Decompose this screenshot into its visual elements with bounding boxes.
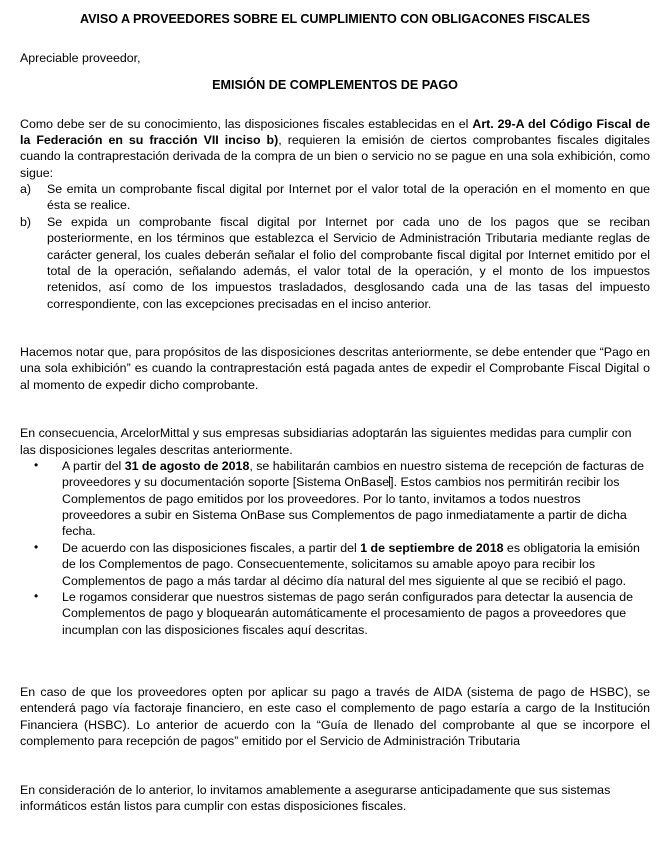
list-item [20,540,650,589]
lettered-requirements-list [20,181,650,312]
bullet-icon: • [34,457,39,472]
measure-text-part-1: Le rogamos considerar que nuestros sistemas de pago serán configurados para detectar la ausencia de Complementos de pago y bloquearán automáticamente el procesamiento de pagos a proveedores que incumplan con las disposiciones fiscales aquí descritas. [62,589,634,637]
measure-text-part-1: De acuerdo con las disposiciones fiscales, a partir del [62,540,361,555]
intro-paragraph [20,116,650,182]
list-item-text: Se emita un comprobante fiscal digital por Internet por el valor total de la operación en el momento en que ésta se realice. [47,182,650,213]
list-item [20,181,650,214]
list-item-marker: b) [20,214,32,229]
measure-text-part-2: es obligatoria la emisión de los Complementos de pago. Consecuentemente, solicitamos su amable apoyo para recibir los Complementos de pago a más tardar al décimo día natural del mes siguiente al que se recibió el pago. [62,540,640,588]
list-item-marker: a) [20,182,32,197]
closing-paragraph: En consideración de lo anterior, lo invitamos amablemente a asegurarse anticipadamente que sus sistemas informáticos están listos para cumplir con estas disposiciones fiscales. [20,782,611,813]
measure-date-bold: 1 de septiembre de 2018 [360,540,504,555]
measure-text-part-3: ]. Estos cambios nos permitirán recibir los Complementos de pago emitidos por los proveedores. Por lo tanto, invitamos a todos nuestros proveedores a subir en Sistema OnBase sus Complementos de pago inmediatamente a partir de dicha fecha. [62,475,627,539]
intro-legal-reference: Art. 29-A del Código Fiscal de la Federación en su fracción VII inciso b) [20,116,651,147]
document-body [20,0,650,814]
list-item-text: Se expida un comprobante fiscal digital por Internet por cada uno de los pagos que se reciban posteriormente, en los términos que establezca el Servicio de Administración Tributaria mediante reglas de carácter general, los cuales deberán señalar el folio del comprobante fiscal digital por Internet emitido por el total de la operación, señalando además, el valor total de la operación, y el monto de los impuestos retenidos, así como de los impuestos trasladados, desglosando cada una de las tasas del impuesto correspondiente, con las excepciones precisadas en el inciso anterior. [47,214,650,311]
bullet-icon: • [34,539,39,554]
intro-text-part-2: , requieren la emisión de ciertos comprobantes fiscales digitales cuando la contraprestación derivada de la compra de un bien o servicio no se pague en una sola exhibición, como sigue: [20,132,650,180]
measure-date-bold: 31 de agosto de 2018 [124,458,250,473]
measure-text-part-1: A partir del [62,458,125,473]
consequence-paragraph: En consecuencia, ArcelorMittal y sus empresas subsidiarias adoptarán las siguientes medidas para cumplir con las disposiciones legales descritas anteriormente. [20,426,632,457]
bullet-icon: • [34,588,39,603]
greeting-line: Apreciable proveedor, [20,51,141,66]
page-title: AVISO A PROVEEDORES SOBRE EL CUMPLIMIENTO CON OBLIGACONES FISCALES [79,12,591,26]
measures-bullet-list [20,458,650,638]
intro-text-part-1: Como debe ser de su conocimiento, las disposiciones fiscales establecidas en el [20,116,473,131]
list-item [20,589,650,638]
aida-paragraph: En caso de que los proveedores opten por aplicar su pago a través de AIDA (sistema de pago de HSBC), se entenderá pago vía factoraje financiero, en este caso el complemento de pago estaría a cargo de la Institución Financiera (HSBC). Lo anterior de acuerdo con la “Guía de llenado del comprobante al que se incorpore el complemento para recepción de pagos” emitido por el Servicio de Administración Tributaria [20,685,650,749]
list-item [20,214,650,312]
document-subtitle: EMISIÓN DE COMPLEMENTOS DE PAGO [212,78,458,93]
list-item [20,458,650,540]
measure-text-part-2: , se habilitarán cambios en nuestro sistema de recepción de facturas de proveedores y su documentación soporte [Sistema OnBase [62,458,644,490]
note-paragraph: Hacemos notar que, para propósitos de las disposiciones descritas anteriormente, se debe entender que “Pago en una sola exhibición” es cuando la contraprestación está pagada antes de expedir el Comprobante Fiscal Digital o al momento de expedir dicho comprobante. [20,345,650,392]
